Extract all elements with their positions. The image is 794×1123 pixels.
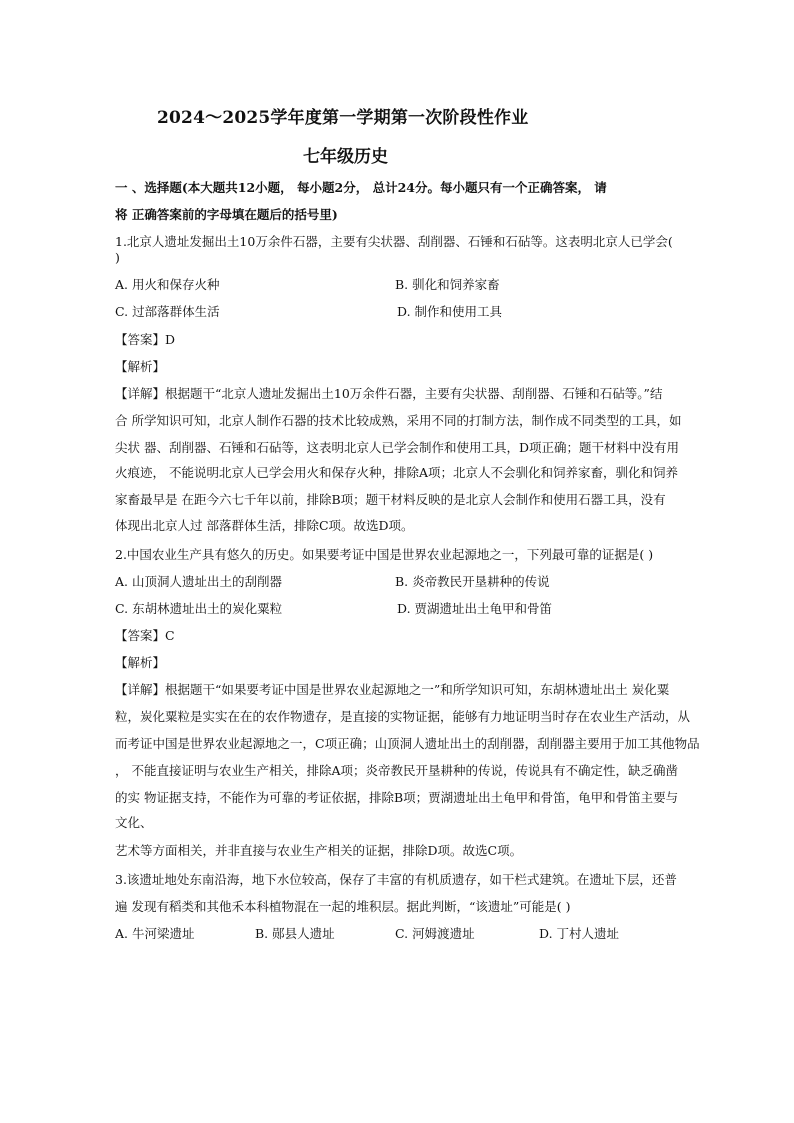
q3-option-a: A. 牛河梁遗址 (115, 926, 195, 941)
q1-detail-line: 体现出北京人过 部落群体生活，排除C项。故选D项。 (115, 518, 414, 533)
q1-detail-line: 合 所学知识可知，北京人制作石器的技术比较成熟，采用不同的打制方法，制作成不同类型的工具，如 (115, 413, 682, 428)
q3-option-b: B. 郧县人遗址 (255, 926, 335, 941)
q2-answer: 【答案】C (115, 628, 175, 643)
q1-stem-line2: ) (115, 250, 120, 265)
q1-stem-line1: 1.北京人遗址发掘出土10万余件石器，主要有尖状器、刮削器、石锤和石砧等。这表明北京人已学会( (115, 234, 673, 249)
q1-analysis-label: 【解析】 (115, 359, 166, 374)
q3-option-c: C. 河姆渡遗址 (395, 926, 475, 941)
section-heading-line1: 一 、选择题(本大题共12小题， 每小题2分， 总计24分。每小题只有一个正确答案， 请 (115, 180, 607, 195)
q2-option-c: C. 东胡林遗址出土的炭化粟粒 (115, 601, 283, 616)
q1-option-d: D. 制作和使用工具 (397, 304, 503, 319)
q2-option-d: D. 贾湖遗址出土龟甲和骨笛 (397, 601, 553, 616)
page-subtitle: 七年级历史 (303, 147, 388, 167)
q3-stem-line2: 遍 发现有稻类和其他禾本科植物混在一起的堆积层。据此判断，“该遗址”可能是( ) (115, 899, 571, 914)
q1-answer: 【答案】D (115, 332, 176, 347)
q2-detail-line: 而考证中国是世界农业起源地之一，C项正确；山顶洞人遗址出土的刮削器，刮削器主要用于加工其他物品 (115, 736, 700, 751)
q3-stem-line1: 3.该遗址地处东南沿海，地下水位较高，保存了丰富的有机质遗存，如干栏式建筑。在遗址下层，还普 (115, 872, 677, 887)
q1-option-b: B. 驯化和饲养家畜 (395, 277, 500, 292)
q2-analysis-label: 【解析】 (115, 655, 166, 670)
section-heading-line2: 将 正确答案前的字母填在题后的括号里) (115, 207, 338, 222)
q2-stem: 2.中国农业生产具有悠久的历史。如果要考证中国是世界农业起源地之一，下列最可靠的证据是( ) (115, 547, 654, 562)
q1-detail-line: 家畜最早是 在距今六七千年以前，排除B项；题干材料反映的是北京人会制作和使用石器工具，没有 (115, 492, 666, 507)
q1-option-c: C. 过部落群体生活 (115, 304, 220, 319)
q2-detail-line: 艺术等方面相关，并非直接与农业生产相关的证据，排除D项。故选C项。 (115, 843, 523, 858)
q1-detail-line: 【详解】根据题干“北京人遗址发掘出土10万余件石器，主要有尖状器、刮削器、石锤和石砧等。”结 (115, 386, 663, 401)
q2-detail-line: 文化、 (115, 815, 153, 830)
q2-option-a: A. 山顶洞人遗址出土的刮削器 (115, 574, 282, 589)
q1-option-a: A. 用火和保存火种 (115, 277, 220, 292)
q2-option-b: B. 炎帝教民开垦耕种的传说 (395, 574, 550, 589)
q2-detail-line: 【详解】根据题干“如果要考证中国是世界农业起源地之一”和所学知识可知，东胡林遗址出土 炭化粟 (115, 682, 670, 697)
q1-detail-line: 尖状 器、刮削器、石锤和石砧等，这表明北京人已学会制作和使用工具，D项正确；题干材料中没有用 (115, 440, 679, 455)
q1-detail-line: 火痕迹， 不能说明北京人已学会用火和保存火种，排除A项；北京人不会驯化和饲养家畜，驯化和饲养 (115, 465, 679, 480)
page-title: 2024～2025学年度第一学期第一次阶段性作业 (157, 108, 529, 128)
q3-option-d: D. 丁村人遗址 (539, 926, 620, 941)
q2-detail-line: 的实 物证据支持，不能作为可靠的考证依据，排除B项；贾湖遗址出土龟甲和骨笛，龟甲和骨笛主要与 (115, 790, 679, 805)
q2-detail-line: 粒，炭化粟粒是实实在在的农作物遗存，是直接的实物证据，能够有力地证明当时存在农业生产活动，从 (115, 709, 691, 724)
q2-detail-line: ， 不能直接证明与农业生产相关，排除A项；炎帝教民开垦耕种的传说，传说具有不确定性，缺乏确凿 (115, 763, 679, 778)
